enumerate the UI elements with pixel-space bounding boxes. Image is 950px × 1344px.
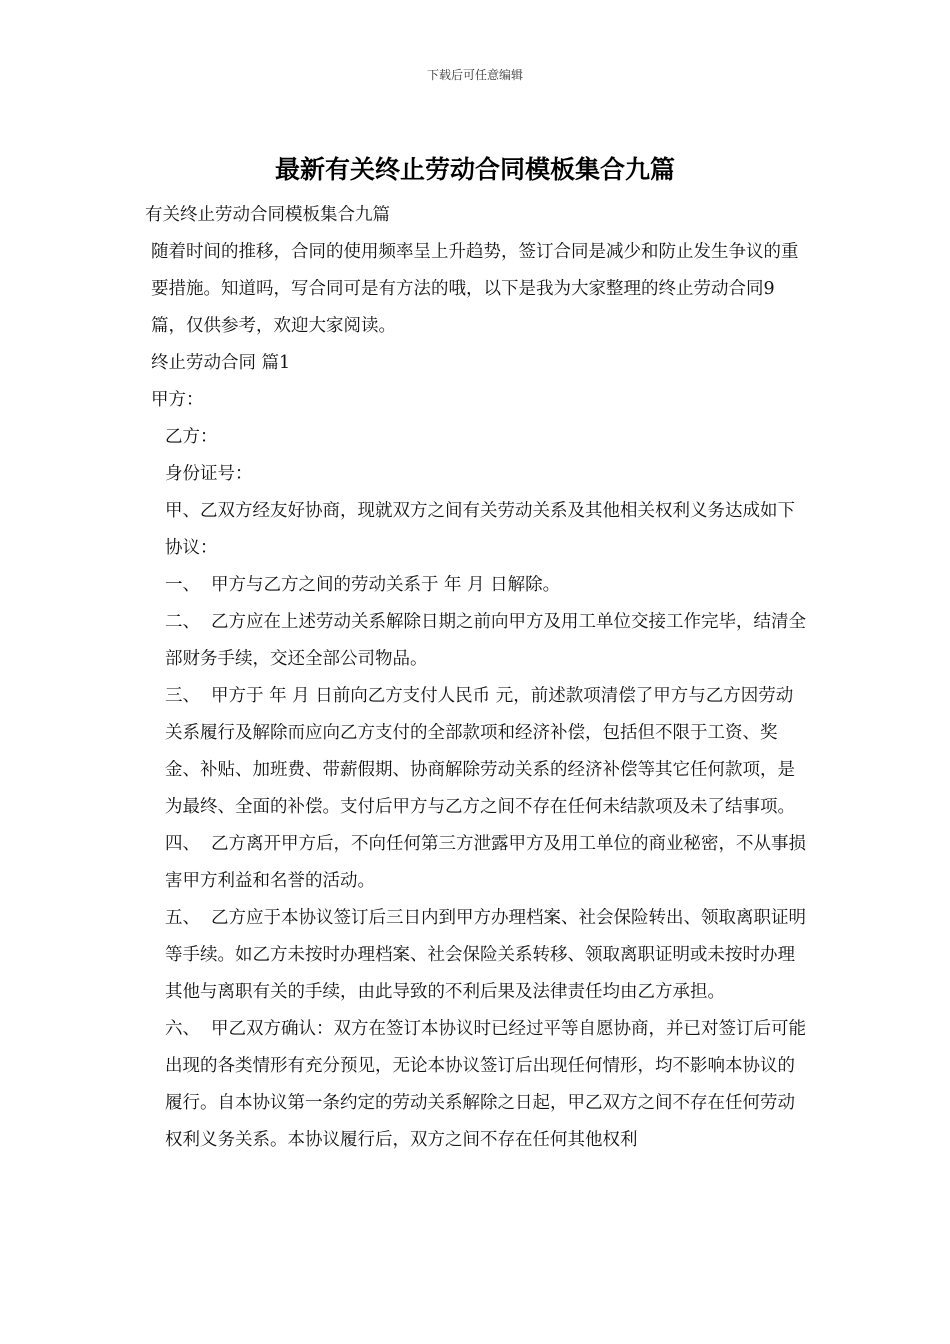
clause-text: 乙方离开甲方后，不向任何第三方泄露甲方及用工单位的商业秘密，不从事损害甲方利益和名誉的活动。	[165, 834, 806, 891]
clause-text: 甲方于 年 月 日前向乙方支付人民币 元，前述款项清偿了甲方与乙方因劳动关系履行及解除而应向乙方支付的全部款项和经济补偿，包括但不限于工资、奖金、补贴、加班费、带薪假期、协商解除劳动关系的经济补偿等其它任何款项，是为最终、全面的补偿。支付后甲方与乙方之间不存在任何未结款项及未了结事项。	[165, 686, 795, 817]
clause-number: 一、	[165, 575, 200, 595]
document-title: 最新有关终止劳动合同模板集合九篇	[274, 155, 675, 184]
clause-text: 乙方应在上述劳动关系解除日期之前向甲方及用工单位交接工作完毕，结清全部财务手续，交还全部公司物品。	[165, 612, 806, 669]
party-a-label: 甲方：	[151, 390, 204, 410]
document-body	[145, 197, 807, 1159]
section-heading: 终止劳动合同 篇1	[151, 353, 291, 373]
clause	[145, 826, 807, 900]
clause-number: 二、	[165, 612, 200, 632]
clause	[145, 1011, 807, 1159]
clause-number: 六、	[165, 1019, 200, 1039]
agreement-intro: 甲、乙双方经友好协商，现就双方之间有关劳动关系及其他相关权利义务达成如下协议：	[165, 501, 795, 558]
clause	[145, 604, 807, 678]
clause-text: 乙方应于本协议签订后三日内到甲方办理档案、社会保险转出、领取离职证明等手续。如乙方未按时办理档案、社会保险关系转移、领取离职证明或未按时办理其他与离职有关的手续，由此导致的不利后果及法律责任均由乙方承担。	[165, 908, 806, 1002]
clause-number: 四、	[165, 834, 200, 854]
document-subtitle: 有关终止劳动合同模板集合九篇	[145, 205, 390, 225]
header-note: 下载后可任意编辑	[426, 68, 523, 82]
party-b-label: 乙方：	[165, 427, 218, 447]
clause-number: 五、	[165, 908, 200, 928]
clause-number: 三、	[165, 686, 200, 706]
clause-text: 甲乙双方确认：双方在签订本协议时已经过平等自愿协商，并已对签订后可能出现的各类情形有充分预见，无论本协议签订后出现任何情形，均不影响本协议的履行。自本协议第一条约定的劳动关系解除之日起，甲乙双方之间不存在任何劳动权利义务关系。本协议履行后，双方之间不存在任何其他权利	[165, 1019, 806, 1150]
clause	[145, 567, 807, 604]
clause-text: 甲方与乙方之间的劳动关系于 年 月 日解除。	[211, 575, 561, 595]
id-number-label: 身份证号：	[165, 464, 253, 484]
intro-paragraph: 随着时间的推移，合同的使用频率呈上升趋势，签订合同是减少和防止发生争议的重要措施。知道吗，写合同可是有方法的哦，以下是我为大家整理的终止劳动合同9篇，仅供参考，欢迎大家阅读。	[151, 242, 799, 336]
clause	[145, 678, 807, 826]
clause	[145, 900, 807, 1011]
